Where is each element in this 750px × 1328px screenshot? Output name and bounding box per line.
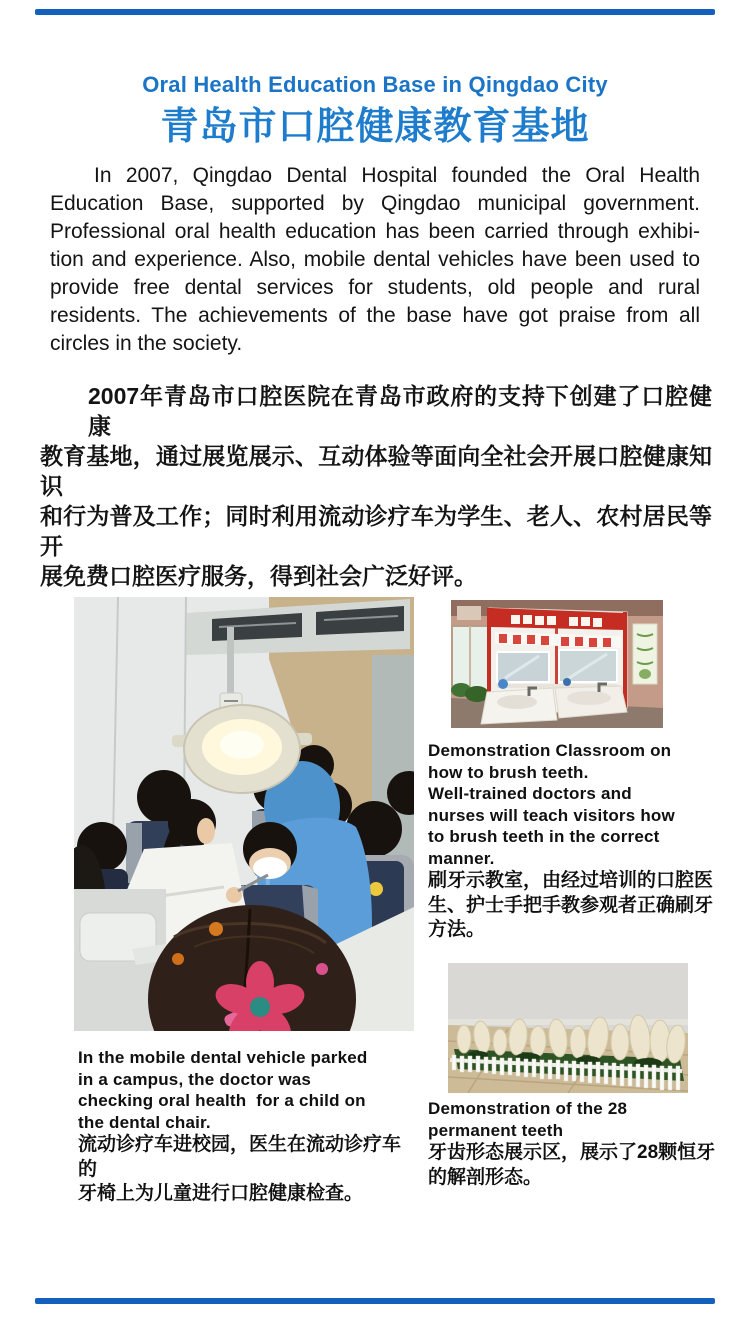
- top-rule: [35, 9, 715, 15]
- page-title-english: Oral Health Education Base in Qingdao City: [142, 72, 608, 97]
- caption-line-en: in a campus, the doctor was: [78, 1069, 312, 1089]
- caption-line-en: nurses will teach visitors how: [428, 805, 675, 825]
- bottom-rule: [35, 1298, 715, 1304]
- caption-line-zh: 的解剖形态。: [428, 1166, 543, 1188]
- caption-line-zh: 牙椅上为儿童进行口腔健康检查。: [78, 1183, 364, 1204]
- caption-line-en: Well-trained doctors and: [428, 784, 632, 803]
- intro-paragraph-english: [50, 162, 700, 358]
- caption-line-en: to brush teeth in the correct: [428, 827, 660, 846]
- classroom-caption: [428, 740, 728, 943]
- caption-line-zh: 刷牙示教室，由经过培训的口腔医: [428, 870, 714, 891]
- caption-line-en: In the mobile dental vehicle parked: [78, 1048, 368, 1067]
- intro-en-line: In 2007, Qingdao Dental Hospital founded the Oral Health: [94, 164, 700, 187]
- caption-line-en: Demonstration Classroom on: [428, 741, 672, 760]
- caption-line-en: Demonstration of the 28: [428, 1099, 628, 1118]
- caption-line-zh: 流动诊疗车进校园，医生在流动诊疗车的: [78, 1134, 402, 1180]
- mobile-dental-vehicle-photo: [74, 597, 414, 1031]
- caption-line-en: manner.: [428, 848, 495, 868]
- cup: [563, 678, 571, 686]
- demonstration-classroom-photo: [451, 600, 663, 728]
- intro-zh-line: 展免费口腔医疗服务，得到社会广泛好评。: [40, 563, 477, 589]
- intro-en-line: Professional oral health education has been carried through exhibi-: [50, 220, 700, 243]
- page-title-chinese: 青岛市口腔健康教育基地: [160, 106, 590, 148]
- intro-en-line: tion and experience. Also, mobile dental vehicles have been used to: [50, 248, 700, 271]
- teeth-display-scene: [448, 963, 688, 1093]
- caption-line-en: the dental chair.: [78, 1112, 211, 1132]
- intro-en-line: circles in the society.: [50, 332, 243, 355]
- intro-paragraph-chinese: [40, 381, 712, 591]
- caption-line-en: checking oral health for a child on: [78, 1091, 366, 1110]
- classroom-scene: [451, 600, 663, 728]
- teeth-display-caption: [428, 1098, 728, 1190]
- caption-line-en: how to brush teeth.: [428, 762, 589, 782]
- window-with-plants: [451, 626, 489, 702]
- teeth-display-photo: [448, 963, 688, 1093]
- caption-line-en: permanent teeth: [428, 1120, 564, 1140]
- brushing-station: [481, 608, 627, 724]
- caption-line-zh: 牙齿形态展示区，展示了28颗恒牙: [428, 1142, 716, 1163]
- intro-zh-line: 2007年青岛市口腔医院在青岛市政府的支持下创建了口腔健康: [88, 383, 712, 439]
- intro-zh-line: 教育基地，通过展览展示、互动体验等面向全社会开展口腔健康知识: [40, 443, 712, 499]
- wall-poster: [633, 624, 657, 684]
- caption-line-zh: 生、护士手把手教参观者正确刷牙: [428, 894, 714, 916]
- caption-line-zh: 方法。: [428, 919, 486, 940]
- intro-en-line: provide free dental services for students, old people and rural: [50, 276, 700, 299]
- mobile-vehicle-caption: [78, 1047, 418, 1207]
- mobile-dental-vehicle-scene: [74, 597, 414, 1031]
- wall-frame: [457, 606, 481, 620]
- intro-zh-line: 和行为普及工作；同时利用流动诊疗车为学生、老人、农村居民等开: [40, 503, 712, 559]
- cup: [498, 679, 508, 689]
- intro-en-line: residents. The achievements of the base have got praise from all: [50, 304, 700, 327]
- intro-en-line: Education Base, supported by Qingdao municipal government.: [50, 192, 700, 215]
